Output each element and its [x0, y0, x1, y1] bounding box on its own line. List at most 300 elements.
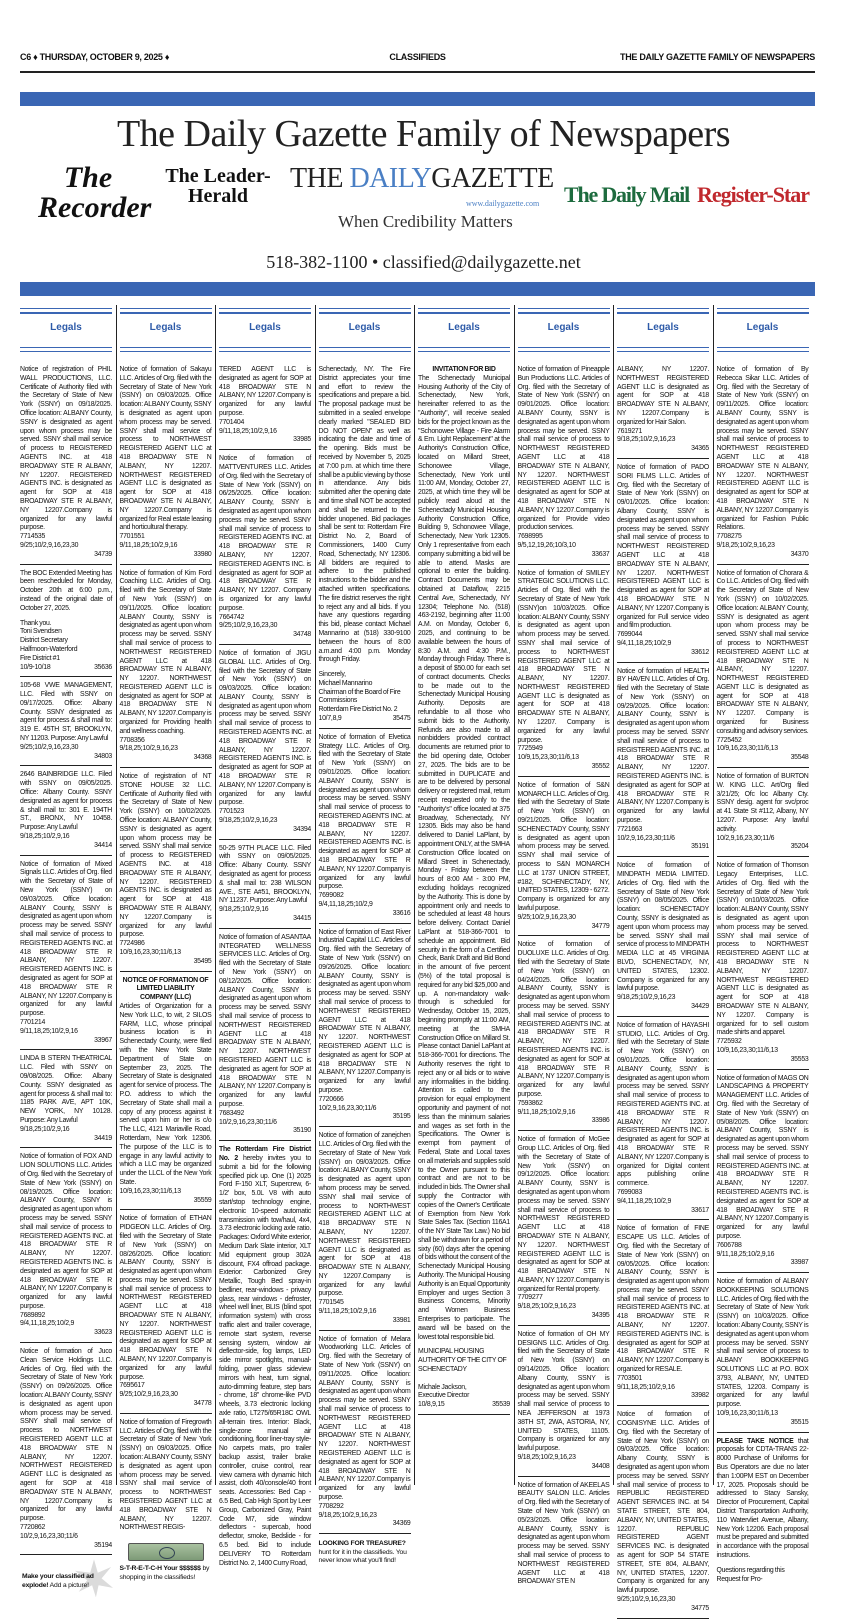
notice-reference: 7708356 — [119, 736, 145, 744]
notice-dates: 9/4,11,18,25;10/2,9 — [20, 1320, 75, 1328]
notice-dates: 9/11,18,25;10/2,9,16 — [517, 1108, 576, 1116]
column-heading-label: Legals — [448, 322, 480, 333]
notice-lead: PLEASE TAKE NOTICE — [716, 1437, 794, 1445]
column-heading — [418, 308, 510, 352]
logo-the-recorder: The Recorder — [38, 161, 152, 224]
column-divider — [116, 305, 117, 1485]
notice-body — [617, 1411, 709, 1596]
notice-signature: Thank you. Toni Svendsen District Secretary Halfmoon-Waterford Fire District #1 — [20, 619, 78, 662]
notice-signature: MUNICIPAL HOUSING AUTHORITY OF THE CITY OF SCHENECTADY Michale Jackson, Executive Director — [418, 1348, 507, 1400]
notice-body — [120, 1215, 212, 1382]
notice-number: 35204 — [790, 843, 809, 851]
legal-notice — [319, 366, 411, 729]
notice-body — [120, 1419, 212, 1533]
notice-text: Notice of formation of By Rebecca Sikar LLC. Articles of Org. filed with the Secretary of State of New York (SSNY) on 09/11/2025. Office location: ALBANY County, SSNY is designated as agent upon whom process may be served. SSNY shall mail service of process to NORTHWEST REGISTERED AGENT LLC at 418 BROADWAY STE N ALBANY, NY 12207. NORTHWEST REGISTERED AGENT LLC is designated as agent for SOP at 418 BROADWAY STE N ALBANY, NY 12207.Company is organized for Fashion Public Relations. — [716, 366, 809, 532]
gazette-daily: DAILY — [349, 163, 432, 194]
column-body — [617, 352, 709, 1619]
notice-dates: 9/25;10/2,9,16,23,30 — [219, 622, 278, 630]
legal-notice — [717, 1075, 809, 1274]
notice-reference: 7701214 — [20, 1018, 46, 1026]
notice-body — [219, 845, 311, 907]
notice-number: 33637 — [591, 550, 610, 558]
notice-body — [617, 862, 709, 994]
notice-text: ALBANY, NY 12207. NORTHWEST REGISTERED AGENT LLC is designated as agent for SOP at 418 BROADWAY STE N ALBANY, NY 12207.Company is organized for Hair Salon. — [617, 366, 709, 426]
notice-number: 34803 — [94, 752, 112, 760]
notice-reference: 7593862 — [517, 1099, 543, 1107]
legals-column — [717, 308, 809, 1593]
notice-number: 34365 — [691, 445, 709, 453]
notice-reference: 7703501 — [617, 1374, 643, 1382]
legal-notice — [120, 1419, 212, 1537]
notice-text: Notice of formation of zanejchen LLC. Articles of Org. filed with the Secretary of State of New York (SSNY) on 09/03/2025. Office location: ALBANY County, SSNY is designated as agent upon whom process may be served. SSNY shall mail service of process to NORTHWEST REGISTERED AGENT LLC at 418 BROADWAY STE N ALBANY, NY 12207. NORTHWEST REGISTERED AGENT LLC is designated as agent for SOP at 418 BROADWAY STE N ALBANY, NY 12207.Company is organized for any lawful purpose. — [318, 1132, 411, 1298]
notice-dates: 10/9,16,23,30;11/6,13 — [716, 1046, 778, 1054]
notice-text: Notice of formation of Firegrowth LLC. Articles of Org. filed with the Secretary of State of New York (SSNY) on 09/03/2025. Office location: ALBANY County, SSNY is designated as agent upon whom process may be served. SSNY shall mail service of process to NORTHWEST REGISTERED AGENT LLC at 418 BROADWAY STE N ALBANY, NY 12207. NORTHWEST REGIS- — [119, 1418, 212, 1532]
notice-number: 34775 — [691, 1604, 709, 1612]
legal-notice — [617, 668, 709, 858]
notice-number: 35515 — [790, 1418, 809, 1426]
notice-dates: 9/18,25;10/2,9,16,23 — [119, 745, 178, 753]
legal-notice — [20, 1055, 112, 1148]
notice-number: 34419 — [94, 1134, 112, 1142]
dollar-bill-icon — [128, 1543, 204, 1561]
legal-notice — [120, 773, 212, 972]
legal-notice — [120, 366, 212, 565]
legal-notice — [518, 1482, 610, 1592]
notice-number: 34739 — [94, 550, 112, 558]
notice-dates: 10/9-10/18 — [20, 663, 51, 671]
notice-text: Notice of formation of JIGU GLOBAL LLC. Articles of Org. filed with the Secretary of State of New York (SSNY) on 09/03/2025. Office location: ALBANY County, SSNY is designated as agent upon whom process may be served. SSNY shall mail service of process to REGISTERED AGENTS INC. at 418 BROADWAY STE R ALBANY, NY 12207. REGISTERED AGENTS INC. is designated as agent for SOP at 418 BROADWAY STE R ALBANY, NY 12207.Company is organized for any lawful purpose. — [219, 649, 311, 807]
notice-body — [717, 1278, 809, 1410]
notice-number: 33617 — [691, 1206, 709, 1214]
notice-body — [518, 941, 610, 1099]
legal-notice — [717, 570, 809, 769]
notice-text: hereby invites you to submit a bid for the following specified pick up. One (1) 2025 Ford F-150 XLT, Supercrew, 6-1/2' box, 5.0L V8 with auto start/stop technology engine, electronic 10-speed automatic transmission with tow/haul, 4x4, 3.73 electronic locking axle ratio. Packages: Oxford White exterior, Medium Dark Slate interior, XLT Mid equipment group 302A discount, FX4 offroad package. Exterior: Carbonized Grey Metallic, Tough Bed spray-in bedliner, rear-windows - privacy glass, rear windows - defroster, wheel well liner, BLIS (blind spot information system) with cross traffic alert and trailer coverage, remote start system, reverse sensing system, window air deflector-side, fog lamps, LED side mirror spotlights, manual-folding, power glass sideview mirrors with heat, turn signal, auto-dimming feature, step bars - chrome, 18" chrome-like PVD wheels, 3.73 electronic locking axle ratio, LT275/65R18C OWL all-terrain tires. Interior: Black, single-zone manual air conditioning, floor liner-tray style-No carpets mats, pro trailer backup assist, trailer brake controller, cruise control, rear view camera with dynamic hitch assist, cloth 40/console/40 front seats. Accessories: Bed Cap - 6.5 Bed, Cab High Sport by Leer Group, Carbonized Gray, Paint Code M7, side window deflectors - supercab, hood deflector, smoke, Bedslide - for 6.5 bed. Bid to include DELIVERY TO Rotterdam District No. 2, 1400 Curry Road, — [219, 1154, 311, 1567]
notice-title: INVITATION FOR BID — [432, 366, 496, 373]
column-body — [518, 352, 610, 1591]
notice-text: Notice of formation of Thomson Legacy Enterprises, LLC. Articles of Org. filed with the Secretary of State of New York (SSNY) on10/03/2025. Office location: ALBANY County, SSNY is designated as agent upon whom process may be served. SSNY shall mail service of process to NORTHWEST REGISTERED AGENT LLC at 418 BROADWAY STE N ALBANY, NY 12207. NORTHWEST REGISTERED AGENT LLC is designated as agent for SOP at 418 BROADWAY STE N ALBANY, NY 12207. Company is organized for to sell custom made shirts and apparel. — [716, 862, 809, 1037]
notice-reference: 7699082 — [318, 892, 344, 900]
column-heading — [518, 308, 610, 352]
notice-text: Notice of formation of MATTVENTURES LLC. Articles of Org. filed with the Secretary of State of New York (SSNY) on 06/25/2025. Office location: ALBANY County, SSNY is designated as agent upon whom process may be served. SSNY shall mail service of process to REGISTERED AGENTS INC. at 418 BROADWAY STE R ALBANY, NY 12207. REGISTERED AGENTS INC. is designated as agent for SOP at 418 BROADWAY STE R ALBANY, NY 12207. Company is organized for any lawful purpose. — [219, 455, 311, 612]
notice-number: 33623 — [94, 1329, 112, 1337]
notice-body — [319, 1132, 411, 1299]
notice-number: 35190 — [293, 1127, 311, 1135]
notice-body — [120, 570, 212, 737]
notice-signature: Sincerely, Michael Mannarino Chairman of the Board of Fire Commissions Rotterdam Fire District No. 2 — [318, 671, 401, 714]
notice-body — [518, 366, 610, 533]
legals-column — [518, 308, 610, 1596]
notice-body — [518, 1331, 610, 1454]
notice-text: Notice of formation of Juco Clean Service Holdings LLC. Articles of Org. filed with the Secretary of State of New York (SSNY) on 09/26/2025. Office location: ALBANY County, SSNY is designated as agent upon whom process may be served. SSNY shall mail service of process to NORTHWEST REGISTERED AGENT LLC at 418 BROADWAY STE N ALBANY, NY 12207. NORTHWEST REGISTERED AGENT LLC is designated as agent for SOP at 418 BROADWAY STE N ALBANY, NY 12207.Company is organized for any lawful purpose. — [20, 1348, 112, 1523]
legal-notice — [518, 570, 610, 777]
notice-body — [120, 773, 212, 940]
column-heading-label: Legals — [149, 322, 182, 333]
notice-dates: 9/18,25;10/2,9,16,23 — [219, 817, 278, 825]
notice-text: Notice of formation of FINE ESCAPE US LLC. Articles of Org. filed with the Secretary of State of New York (SSNY) on 09/05/2025. Office location: ALBANY County, SSNY is designated as agent upon whom process may be served. SSNY shall mail service of process to REGISTERED AGENTS INC. at 418 BROADWAY STE R ALBANY, NY 12207. REGISTERED AGENTS INC. is designated as agent for SOP at 418 BROADWAY STE R ALBANY, NY 12207.Company is organized for RESALE. — [617, 1225, 709, 1374]
gazette-name: GAZETTE — [431, 163, 554, 194]
legals-column — [617, 308, 709, 1624]
notice-reference: 7699044 — [617, 631, 643, 639]
legals-column — [20, 308, 112, 1602]
notice-number: 34395 — [591, 1312, 610, 1320]
notice-text: Schenectady, NY. The Fire District appreciates your time and effort to review the specifications and prepare a bid. The proposal package must be submitted in a sealed envelope clearly marked "SEALED BID DO NOT OPEN" as well as indicating the date and time of the opening. Bids must be received by November 5, 2025 at 7:00 p.m. at which time there shall be a public viewing by those in attendance. Any bids submitted after the opening date and time shall NOT be accepted and shall be returned to the bidder unopened. Bid packages shall be sent to: Rotterdam Fire District No. 2, Board of Commissioners, 1400 Curry Road, Schenectady, NY 12306. All bidders are required to adhere to the published instructions to the bidder and the attached written specifications. The fire district reserves the right to reject any and all bids. If you have any questions regarding this bid, please contact Michael Mannarino at (518) 330-9100 between the hours of 8:00 a.m.and 4:00 p.m. Monday through Friday. — [318, 366, 411, 664]
notice-number: 35195 — [392, 1113, 411, 1121]
notice-body — [20, 1153, 112, 1311]
publication-family: THE DAILY GAZETTE FAMILY OF NEWSPAPERS — [620, 52, 815, 62]
classified-promo-ad — [20, 1561, 112, 1602]
notice-text: Notice of formation of HAYASHI STUDIO, LLC. Articles of Org. filed with the Secretary of State of New York (SSNY) on 09/01/2025. Office location: ALBANY County, SSNY is designated as agent upon whom process may be served. SSNY shall mail service of process to REGISTERED AGENTS INC. at 418 BROADWAY STE R ALBANY, NY 12207. REGISTERED AGENTS INC. is designated as agent for SOP at 418 BROADWAY STE R ALBANY, NY 12207.Company is organized for Digital content apps publishing online commerce. — [617, 1021, 709, 1188]
contact-info: 518-382-1100 • classified@dailygazette.net — [266, 252, 581, 272]
notice-reference: 7720666 — [318, 1095, 344, 1103]
legal-notice — [20, 1153, 112, 1343]
column-divider — [613, 305, 614, 1485]
notice-signature: Questions regarding this Request for Pro- — [716, 1566, 785, 1583]
notice-reference: 7683492 — [219, 1109, 245, 1117]
notice-reference: 7701545 — [318, 1299, 344, 1307]
legal-notice — [617, 464, 709, 663]
notice-reference: 7721663 — [617, 825, 643, 833]
notice-number: 34408 — [591, 1462, 610, 1470]
notice-text: Notice of formation of AKEELAS BEAUTY SALON LLC. Articles of Org. filed with the Secretary of State of New York (SSNY) on 05/23/2025. Office location: ALBANY County, SSNY is designated as agent upon whom process may be served. SSNY shall mail service of process to NORTHWEST REGISTERED AGENT LLC at 418 BROADWAY STE N — [517, 1481, 610, 1586]
legal-notice — [518, 1331, 610, 1477]
logo-leader-herald: The Leader-Herald — [165, 165, 271, 207]
legal-notice — [20, 682, 112, 766]
legal-notice — [617, 366, 709, 459]
legal-notice — [219, 934, 311, 1141]
notice-reference: 7724986 — [119, 940, 145, 948]
notice-body — [617, 366, 709, 428]
notice-reference: 7714535 — [20, 533, 46, 541]
notice-number: 35553 — [790, 1055, 809, 1063]
promo-rest: hunt for it in the classifieds. You never know what you'll find! — [318, 1548, 407, 1565]
notice-body — [717, 1438, 809, 1561]
notice-text: Notice of formation of Elvetica Strategy LLC. Articles of Org. filed with the Secretary of State of New York (SSNY) on 09/01/2025. Office location: ALBANY County, SSNY is designated as agent upon whom process may be served. SSNY shall mail service of process to REGISTERED AGENTS INC. at 418 BROADWAY STE R ALBANY, NY 12207. REGISTERED AGENTS INC. is designated as agent for SOP at 418 BROADWAY STE R ALBANY, NY 12207.Company is organized for any lawful purpose. — [318, 733, 411, 891]
notice-text: Articles of Organization for a New York LLC, to wit, 2 SILOS FARM, LLC, whose principal business location is in Schenectady County, were filed with the New York State Department of State on September 23, 2025. The Secretary of State is designated agent for service of process. The P.O. address to which the Secretary of State shall mail a copy of any process against it served upon him or her is c/o The LLC, 4121 Mariaville Road, Rotterdam, New York 12306. The purpose of the LLC is to engage in any lawful activity to which a LLC may be organized under the LLCL of the New York State. — [119, 1002, 212, 1186]
notice-number: 34429 — [691, 1002, 709, 1010]
notice-dates: 9/25;10/2,9,16,23,30 — [20, 541, 79, 549]
notice-dates: 9/18,25;10/2,9,16,23 — [617, 994, 676, 1002]
banner-bottom-bar — [20, 282, 815, 296]
promo-bold: S-T-R-E-T-C-H Your $$$$$$ — [119, 1565, 201, 1573]
notice-dates: 9/4,11,18,25;10/2,9 — [617, 639, 672, 647]
notice-body — [717, 773, 809, 835]
notice-dates: 9/25;10/2,9,16,23,30 — [517, 913, 576, 921]
notice-number: 33980 — [193, 550, 212, 558]
notice-reference: 7606788 — [716, 1241, 742, 1249]
logo-daily-gazette — [290, 165, 554, 193]
notice-body — [617, 668, 709, 826]
notice-reference: 7689892 — [20, 1311, 46, 1319]
notice-dates: 9/25;10/2,9,16,23,30 — [617, 1595, 676, 1603]
notice-number: 35495 — [193, 957, 212, 965]
banner-top-bar — [20, 92, 815, 106]
legal-notice — [20, 570, 112, 678]
notice-body — [120, 1003, 212, 1188]
legal-notice — [518, 1136, 610, 1326]
gazette-url[interactable]: www.dailygazette.com — [466, 199, 540, 208]
notice-dates: 9/18,25;10/2,9,16 — [20, 833, 70, 841]
notice-body — [20, 366, 112, 533]
notice-dates: 9/11,18,25;10/2,9,16 — [119, 541, 178, 549]
notice-reference: 7699083 — [617, 1188, 643, 1196]
notice-text: Notice of formation of Mixed Signals LLC. Articles of Org. filed with the Secretary of State of New York (SSNY) on 09/03/2025. Office location: ALBANY County, SSNY is designated as agent upon whom process may be served. SSNY shall mail service of process to REGISTERED AGENTS INC. at 418 BROADWAY STE R ALBANY, NY 12207. REGISTERED AGENTS INC. is designated as agent for SOP at 418 BROADWAY STE R ALBANY, NY 12207.Company is organized for any lawful purpose. — [20, 860, 112, 1018]
notice-dates-row — [319, 715, 411, 724]
notice-dates: 10/9,16,23,30;11/6,13 — [119, 949, 181, 956]
notice-number: 34368 — [193, 754, 212, 762]
notice-text: TERED AGENT LLC is designated as agent for SOP at 418 BROADWAY STE N ALBANY, NY 12207.Company is organized for any lawful purpose. — [219, 366, 311, 417]
notice-text: Notice of formation of East River Industrial Capital LLC. Articles of Org. filed with the Secretary of State of New York (SSNY) on 09/26/2025. Office location: ALBANY County, SSNY is designated as agent upon whom process may be served. SSNY shall mail service of process to NORTHWEST REGISTERED AGENT LLC at 418 BROADWAY STE N ALBANY, NY 12207. NORTHWEST REGISTERED AGENT LLC is designated as agent for SOP at 418 BROADWAY STE N ALBANY, NY 12207.Company is organized for any lawful purpose. — [318, 928, 411, 1094]
notice-number: 34779 — [591, 922, 610, 930]
column-body — [219, 352, 311, 1572]
notice-reference: 7709277 — [517, 1294, 543, 1302]
notice-reference: 7725949 — [517, 745, 543, 753]
legal-notice — [20, 861, 112, 1051]
notice-text: Notice of formation of DUOLUXE LLC. Articles of Org. filed with the Secretary of State of New York (SSNY) on 04/24/2025. Office location: ALBANY County, SSNY is designated as agent upon whom process may be served. SSNY shall mail service of process to REGISTERED AGENTS INC. at 418 BROADWAY STE R ALBANY, NY 12207. REGISTERED AGENTS INC. is designated as agent for SOP at 418 BROADWAY STE R ALBANY, NY 12207.Company is organized for any lawful purpose. — [517, 941, 610, 1098]
notice-dates: 10/2,9,16,23,30;11/6 — [617, 834, 675, 842]
notice-body — [518, 782, 610, 914]
notice-number: 33612 — [691, 648, 709, 656]
legals-column — [219, 308, 311, 1577]
notice-number: 35191 — [691, 843, 709, 851]
column-divider — [514, 305, 515, 1485]
notice-text: Notice of formation of Kim Ford Coaching LLC. Articles of Org. filed with the Secretary of State of New York (SSNY) on 09/11/2025. Office location: ALBANY County, SSNY is designated as agent upon whom process may be served. SSNY shall mail service of process to NORTHWEST REGISTERED AGENT LLC at 418 BROADWAY STE N ALBANY, NY 12207. NORTHWEST REGISTERED AGENT LLC is designated as agent for SOP at 418 BROADWAY STE N ALBANY, NY 12207.Company is organized for Providing health and wellness coaching. — [119, 569, 212, 735]
notice-number: 35539 — [492, 1401, 510, 1409]
notice-reference: 7664742 — [219, 613, 245, 621]
notice-dates: 9/25;10/2,9,16,23,30 — [119, 1391, 178, 1399]
notice-body — [717, 570, 809, 737]
notice-body — [617, 1225, 709, 1375]
notice-body — [219, 1146, 311, 1568]
gazette-tagline: When Credibility Matters — [338, 212, 513, 231]
notice-body — [219, 366, 311, 419]
notice-body — [617, 464, 709, 631]
column-divider — [215, 305, 216, 1485]
notice-number: 34778 — [193, 1400, 212, 1408]
logo-daily-mail: The Daily Mail — [564, 182, 689, 207]
column-heading — [717, 308, 809, 352]
notice-number: 35194 — [94, 1541, 112, 1549]
header-rule — [20, 71, 815, 73]
legal-notice — [319, 929, 411, 1128]
notice-dates-row — [418, 1401, 510, 1410]
notice-body — [219, 650, 311, 808]
classified-promo-ad — [319, 1540, 411, 1566]
notice-dates: 9/5,12,19,26;10/3,10 — [517, 541, 576, 549]
logo-register-star: Register-Star — [697, 182, 810, 207]
notice-dates: 9/18,25;10/2,9,16,23 — [617, 436, 676, 444]
notice-body — [20, 682, 112, 744]
notice-reference: 7701404 — [219, 418, 245, 426]
notice-dates: 10/7,8,9 — [318, 715, 342, 723]
notice-dates: 9/11,18,25;10/2,9,16 — [617, 1383, 675, 1391]
notice-number: 33987 — [790, 1259, 809, 1267]
notice-dates: 10/2,9,16,23,30;11/6 — [20, 1532, 78, 1540]
notice-text: Notice of formation of OH MY DESIGNS LLC. Articles of Org. filed with the Secretary of State of New York (SSNY) on 09/14/2025. Office location: Albany County, SSNY is designated as agent upon whom process may be served. SSNY shall mail service of process to NEA JEFFERSON at 1973 38TH ST, 2WA, ASTORIA, NY, UNITED STATES, 11105. Company is organized for any lawful purpose. — [517, 1330, 610, 1453]
legal-notice — [617, 862, 709, 1017]
notice-dates: 9/11,18,25;10/2,9,16 — [318, 1308, 377, 1316]
legal-notice — [20, 771, 112, 855]
column-body — [418, 352, 510, 1415]
notice-text: Notice of formation of Melara Woodworking LLC. Articles of Org. filed with the Secretary of State of New York (SSNY) on 09/11/2025. Office location: ALBANY County, SSNY is designated as agent upon whom process may be served. SSNY shall mail service of process to NORTHWEST REGISTERED AGENT LLC at 418 BROADWAY STE N ALBANY, NY 12207. NORTHWEST REGISTERED AGENT LLC is designated as agent for SOP at 418 BROADWAY STE N ALBANY, NY 12207.Company is organized for any lawful purpose. — [318, 1335, 411, 1502]
notice-dates: 9/18,25;10/2,9,16,23 — [318, 1511, 377, 1519]
notice-number: 35559 — [193, 1196, 212, 1204]
notice-body — [518, 1482, 610, 1588]
column-body — [319, 352, 411, 1566]
legal-notice — [617, 1225, 709, 1406]
notice-text: The BOC Extended Meeting has been rescheduled for Monday, October 20th at 6:00 p.m., instead of the original date of October 27, 2025. — [20, 569, 112, 612]
notice-number: 35475 — [392, 715, 411, 723]
notice-body — [20, 771, 112, 833]
column-heading-label: Legals — [50, 322, 82, 333]
notice-reference: 7725932 — [716, 1038, 742, 1046]
notice-dates: 9/18,25;10/2,9,16,23 — [517, 1303, 576, 1311]
column-heading — [20, 308, 112, 352]
legal-notice — [518, 366, 610, 565]
gazette-the: THE — [290, 163, 350, 194]
notice-dates: 10/9,16,23,30;11/6,13 — [716, 745, 778, 753]
column-divider — [414, 305, 415, 1485]
column-heading-label: Legals — [348, 322, 381, 333]
notice-text: Notice of formation of ETHAN PIDGEON LLC. Articles of Org. filed with the Secretary of State of New York (SSNY) on 08/26/2025. Office location: ALBANY County, SSNY is designated as agent upon whom process may be served. SSNY shall mail service of process to NORTHWEST REGISTERED AGENT LLC at 418 BROADWAY STE N ALBANY, NY 12207. NORTHWEST REGISTERED AGENT LLC is designated as agent for SOP at 418 BROADWAY STE N ALBANY, NY 12207.Company is organized for any lawful purpose. — [119, 1215, 212, 1381]
notice-text: Notice of formation of Sakayu LLC. Articles of Org. filed with the Secretary of State of New York (SSNY) on 09/03/2025. Office location: ALBANY County, SSNY is designated as agent upon whom process may be served. SSNY shall mail service of process to NORTHWEST REGISTERED AGENT LLC at 418 BROADWAY STE N ALBANY, NY 12207. NORTHWEST REGISTERED AGENT LLC is designated as agent for SOP at 418 BROADWAY STE N ALBANY, NY 12207.Company is organized for Real estate leasing and horticultural therapy. — [119, 366, 212, 532]
section-name: CLASSIFIEDS — [389, 52, 446, 62]
classified-promo-ad — [120, 1543, 212, 1582]
notice-dates: 9/18,25;10/2,9,16 — [20, 1125, 70, 1133]
notice-body — [717, 1075, 809, 1242]
promo-rest: by shopping in the classifieds! — [119, 1565, 210, 1581]
legal-notice — [219, 455, 311, 645]
banner-title: The Daily Gazette Family of Newspapers — [116, 113, 731, 155]
column-heading-label: Legals — [547, 322, 580, 333]
notice-reference: 7695617 — [119, 1382, 145, 1390]
notice-text: Notice of formation of McGee Group LLC. Articles of Org. filed with the Secretary of State of New York (SSNY) on 09/12/2025. Office location: ALBANY County, SSNY is designated as agent upon whom process may be served. SSNY shall mail service of process to NORTHWEST REGISTERED AGENT LLC at 418 BROADWAY STE N ALBANY, NY 12207. NORTHWEST REGISTERED AGENT LLC is designated as agent for SOP at 418 BROADWAY STE N ALBANY, NY 12207.Company is organized for Rental property. — [517, 1136, 610, 1293]
legal-notice — [219, 366, 311, 450]
legals-column — [319, 308, 411, 1566]
notice-text: Notice of formation of Chorara & Co LLC. Articles of Org. filed with the Secretary of State of New York (SSNY) on 10/02/2025. Office location: ALBANY County, SSNY is designated as agent upon whom process may be served. SSNY shall mail service of process to NORTHWEST REGISTERED AGENT LLC at 418 BROADWAY STE N ALBANY, NY 12207. NORTHWEST REGISTERED AGENT LLC is designated as agent for SOP at 418 BROADWAY STE N ALBANY, NY 12207. Company is organized for Business consulting and advisory services. — [716, 569, 809, 735]
legal-notice — [518, 782, 610, 937]
promo-text — [319, 1540, 407, 1564]
notice-reference: 7698995 — [517, 533, 543, 541]
notice-text: Notice of formation of SMILEY STRATEGIC SOLUTIONS LLC. Articles of Org. filed with the Secretary of State of New York (SSNY)on 10/03/2025. Office location: ALBANY County, SSNY is designated as agent upon whom process may be served. SSNY shall mail service of process to NORTHWEST REGISTERED AGENT LLC at 418 BROADWAY STE N ALBANY, NY 12207. NORTHWEST REGISTERED AGENT LLC is designated as agent for SOP at 418 BROADWAY STE N ALBANY, NY 12207. Company is organized for any lawful purpose. — [517, 569, 610, 744]
legal-notice — [617, 1411, 709, 1618]
notice-body — [219, 934, 311, 1110]
notice-text: Notice of registration of NT STONE HOUSE 32 LLC. Certificate of Authority filed with the Secretary of State of New York (SSNY) on 10/02/2025. Office location: ALBANY County, SSNY is designated as agent upon whom process may be served. SSNY shall mail service of process to REGISTERED AGENTS INC. at 418 BROADWAY STE R ALBANY, NY 12207. REGISTERED AGENTS INC. is designated as agent for SOP at 418 BROADWAY STE R ALBANY, NY 12207.Company is organized for any lawful purpose. — [119, 773, 212, 939]
legal-notice — [219, 845, 311, 929]
notice-body — [617, 1022, 709, 1189]
legal-notice — [219, 1146, 311, 1572]
notice-text: 105-68 VWE MANAGEMENT, LLC. Filed with SSNY on 09/17/2025. Office: Albany County. SSNY designated as agent for process & shall mail to: 319 E. 45TH ST, BROOKLYN, NY 11203. Purpose: Any Lawful — [20, 682, 112, 743]
notice-text: Notice of formation of MINDPATH MEDIA LIMITED. Articles of Org. filed with the Secretary of State of New York (SSNY) on 08/05/2025. Office location: SCHENECTADY County, SSNY is designated as agent upon whom process may be served. SSNY shall mail service of process to MINDPATH MEDIA LLC at 45 VIRGINIA BLVD, SCHENECTADY, NY, UNITED STATES, 12302. Company is organized for any lawful purpose. — [617, 862, 709, 993]
notice-reference: 7701523 — [219, 808, 245, 816]
column-heading — [120, 308, 212, 352]
page-date: C6 ♦ THURSDAY, OCTOBER 9, 2025 ♦ — [20, 52, 170, 62]
notice-number: 34369 — [392, 1520, 411, 1528]
column-divider — [315, 305, 316, 1485]
legal-notice — [20, 366, 112, 565]
column-body — [20, 352, 112, 1602]
legal-notice — [717, 366, 809, 565]
notice-number: 34370 — [790, 550, 809, 558]
legal-notice — [120, 1215, 212, 1414]
legal-notice — [617, 1022, 709, 1221]
legal-notice — [120, 977, 212, 1211]
notice-text: Notice of formation of PADO SORI FILMS L.L.C. Articles of Org. filed with the Secretary of State of New York (SSNY) on 09/01/2025. Office location: Albany County, SSNY is designated as agent upon whom process may be served. SSNY shall mail service of process to NORTHWEST REGISTERED AGENT LLC at 418 BROADWAY STE N ALBANY, NY 12207. NORTHWEST REGISTERED AGENT LLC is designated as agent for SOP at 418 BROADWAY STE N ALBANY, NY 12207.Company is organized for Full service video and film production. — [617, 463, 709, 630]
notice-body — [20, 1348, 112, 1524]
notice-dates: 10/9,16,23,30;11/6,13 — [716, 1410, 778, 1418]
legal-notice — [418, 366, 510, 1415]
column-heading-label: Legals — [746, 322, 779, 333]
notice-dates-row — [20, 664, 112, 673]
notice-dates: 9/18,25;10/2,9,16,23 — [716, 541, 775, 549]
notice-dates: 10/9,15,23,30;11/6,13 — [517, 754, 579, 762]
notice-text: The Schenectady Municipal Housing Authority of the City of Schenectady, New York, hereinafter referred to as the "Authority", will receive sealed bids for the project known as the "Schonowee Village - Fire Alarm & Em. Light Replacement" at the Authority's Construction Office, located on Millard Street, Schonowee Village, Schenectady, New York until 11:00 AM, Monday, October 27, 2025, at which time they will be publicly read aloud at the Schenectady Municipal Housing Authority Construction Office, Building 9, Schonowee Village, Schenectady, New York 12305. Only 1 representative from each company submitting a bid will be able to attend. Masks are optional to enter the building. Contract Documents may be obtained at Dataflow, 2215 Central Ave, Schenectady, NY 12304; Telephone No. (518) 463-2192, beginning after 11:00 A.M. on Monday, October 6, 2025, and continuing to be available between the hours of 8:30 A.M. and 4:30 P.M., Monday through Friday. There is a deposit of $50.00 for each set of contract documents. Checks to be made out to the Schenectady Municipal Housing Authority. Deposits are refundable to all those who submit bids to the Authority. Refunds are also made to all nonbidders provided contract documents are returned prior to the bid opening date, October 27, 2025. The bids are to be submitted in DUPLICATE and are to be delivered by personal delivery or registered mail, return receipt requested only to the "Authority's" office located at 375 Broadway, Schenectady, NY 12305. Bids may also be hand delivered to Daniel LaPlant, by appointment ONLY, at the SMHA Construction Office located on Millard Street in Schenectady, Monday - Friday between the hours of 8:00 AM - 3:00 PM, excluding holidays recognized by the Authority. This is done by appointment only and needs to be scheduled at least 48 hours before delivery. Contact Daniel LaPlant at 518-366-7001 to schedule an appointment. Bid security in the form of a Certified Check, Bank Draft and Bid Bond in the amount of five percent (5%) of the total proposal is required for any bid $25,000 and up. A non-mandatory walk-through is scheduled for Wednesday, October 15, 2025, beginning promptly at 11:00 AM, meeting at the SMHA Construction Office on Millard St. Please contact Daniel LaPlant at 518-366-7001 for directions. The Authority reserves the right to reject any or all bids or to waive any informalities in the bidding. Attention is called to the provision for equal employment opportunity and payment of not less than the minimum salaries and wages as set forth in the Specifications. The Owner is exempt from payment of Federal, State and Local taxes on all materials and supplies sold to the Owner pursuant to this contract and are not to be included in bids. The Owner shall supply the Contractor with copies of the Owner's Certificate of Exemption from New York State Sales Tax. (Section 116A1 of the NY State Tax Law.) No bid shall be withdrawn for a period of sixty (60) days after the opening of bids without the consent of the Schenectady Municipal Housing Authority. The Municipal Housing Authority is an Equal Opportunity Employer and urges Section 3 Business Concerns, Minority and Women Business Enterprises to participate. The award will be based on the lowest total responsible bid. — [418, 374, 510, 1341]
notice-number: 35636 — [94, 663, 112, 671]
notice-text: Notice of registration of PHIL WALL PRODUCTIONS, LLC. Certificate of Authority filed with the Secretary of State of New York (SSNY) on 09/18/2025. Office location: ALBANY County, SSNY is designated as agent upon whom process may be served. SSNY shall mail service of process to REGISTERED AGENTS INC. at 418 BROADWAY STE R ALBANY, NY 12207. REGISTERED AGENTS INC. is designated as agent for SOP at 418 BROADWAY STE R ALBANY, NY 12207.Company is organized for any lawful purpose. — [20, 366, 112, 532]
notice-number: 34415 — [293, 915, 311, 923]
legal-notice — [319, 734, 411, 924]
notice-body — [20, 570, 112, 614]
notice-body — [717, 366, 809, 533]
notice-body — [319, 929, 411, 1096]
legal-notice — [319, 1132, 411, 1331]
notice-text: Notice of formation of FOX AND LION SOLUTIONS LLC. Articles of Org. filed with the Secretary of State of New York (SSNY) on 08/19/2025. Office location: ALBANY County, SSNY is designated as agent upon whom process may be served. SSNY shall mail service of process to REGISTERED AGENTS INC. at 418 BROADWAY STE R ALBANY, NY 12207. REGISTERED AGENTS INC. is designated as agent for SOP at 418 BROADWAY STE R ALBANY, NY 12207.Company is organized for any lawful purpose. — [20, 1153, 112, 1310]
promo-text — [22, 1573, 94, 1589]
notice-dates: 9/11,18,25;10/2,9,16 — [20, 1027, 78, 1035]
notice-dates: 10/8,9,15 — [418, 1401, 445, 1409]
legal-notice — [319, 1336, 411, 1535]
notice-dates: 9/4,11,18,25;10/2,9 — [318, 901, 373, 909]
notice-body — [518, 570, 610, 746]
notice-number: 34748 — [293, 631, 311, 639]
notice-body — [319, 1336, 411, 1503]
notice-number: 35548 — [790, 754, 809, 762]
notice-dates: 9/11,18,25;10/2,9,16 — [716, 1250, 775, 1258]
notice-reference: 7619271 — [617, 427, 643, 435]
notice-text: Notice of formation of MAGS ON LANDSCAPING & PROPERTY MANAGEMENT LLC. Articles of Org. filed with the Secretary of State of New York (SSNY) on 05/08/2025. Office location: ALBANY County, SSNY is designated as agent upon whom process may be served. SSNY shall mail service of process to REGISTERED AGENTS INC. at 418 BROADWAY STE R ALBANY, NY 12207. REGISTERED AGENTS INC. is designated as agent for SOP at 418 BROADWAY STE R ALBANY, NY 12207.Company is organized for any lawful purpose. — [716, 1074, 809, 1240]
notice-text: Notice of formation of S&N MONARCH LLC. Articles of Org. filed with the Secretary of State of New York (SSNY) on 09/21/2025. Office location: SCHENECTADY County, SSNY is designated as agent upon whom process may be served. SSNY shall mail service of process to S&N MONARCH LLC at 1737 UNION STREET, #182, SCHENECTADY, NY, UNITED STATES, 12309 - 6272. Company is organized for any lawful purpose. — [517, 781, 610, 913]
legal-notice — [717, 862, 809, 1069]
notice-dates: 9/18,25;10/2,9,16 — [219, 906, 269, 914]
notice-dates: 10/9,16,23,30;11/6,13 — [119, 1187, 181, 1195]
promo-text — [120, 1565, 210, 1581]
notice-body — [219, 455, 311, 613]
notice-reference: 7708292 — [318, 1502, 344, 1510]
column-heading — [617, 308, 709, 352]
notice-lead: The Rotterdam Fire District No. 2 — [219, 1146, 311, 1162]
notice-text: LINDA B STERN THEATRICAL LLC. Filed with SSNY on 09/08/2025. Office: Albany County. SSNY designated as agent for process & shall mail to: 1185 PARK AVE, APT 10K, NEW YORK, NY 10128. Purpose: Any Lawful — [20, 1055, 112, 1124]
legal-notice — [717, 1278, 809, 1433]
legal-notice — [717, 773, 809, 857]
notice-number: 33986 — [591, 1117, 610, 1125]
column-heading — [219, 308, 311, 352]
notice-number: 35552 — [591, 763, 610, 771]
notice-dates: 10/2,9,16,23,30;11/6 — [716, 834, 775, 842]
notice-dates: 9/18,25;10/2,9,16,23 — [517, 1454, 576, 1462]
notice-body — [518, 1136, 610, 1294]
notice-text: Notice of formation of ASANTAA INTEGRATED WELLNESS SERVICES LLC. Articles of Org. filed with the Secretary of State of New York (SSNY) on 08/12/2025. Office location: ALBANY County, SSNY is designated as agent upon whom process may be served. SSNY shall mail service of process to NORTHWEST REGISTERED AGENT LLC at 418 BROADWAY STE N ALBANY, NY 12207. NORTHWEST REGISTERED AGENT LLC is designated as agent for SOP at 418 BROADWAY STE N ALBANY, NY 12207.Company is organized for any lawful purpose. — [219, 933, 311, 1108]
notice-text: 50-25 97TH PLACE LLC. Filed with SSNY on 09/05/2025. Office: Albany County. SSNY designated as agent for process & shall mail to: 238 WILSON AVE., STE A#51, BROOKLYN, NY 11237. Purpose: Any Lawful — [219, 844, 311, 905]
notice-body — [20, 861, 112, 1019]
notice-dates: 9/25;10/2,9,16,23,30 — [20, 743, 79, 751]
notice-number: 33982 — [691, 1392, 709, 1400]
column-body — [120, 352, 212, 1582]
notice-body — [120, 366, 212, 533]
notice-text: Notice of formation of HEALTH BY HAVEN LLC. Articles of Org. filed with the Secretary of State of New York (SSNY) on 09/29/2025. Office location: ALBANY County, SSNY is designated as agent upon whom process may be served. SSNY shall mail service of process to REGISTERED AGENTS INC. at 418 BROADWAY STE R ALBANY, NY 12207. REGISTERED AGENTS INC. is designated as agent for SOP at 418 BROADWAY STE R ALBANY, NY 12207.Company is organized for any lawful purpose. — [617, 667, 709, 825]
legals-column — [120, 308, 212, 1582]
notice-number: 34414 — [94, 841, 112, 849]
column-body — [717, 352, 809, 1588]
notice-number: 33985 — [293, 436, 311, 444]
